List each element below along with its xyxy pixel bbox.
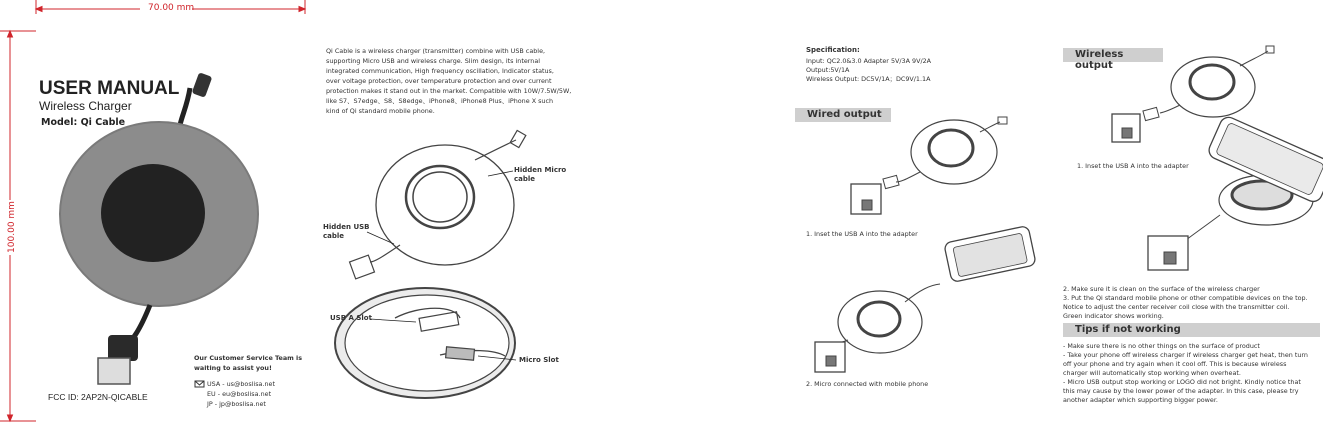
intro-line-4: over voltage protection, over temperature protection and over current [326,77,552,85]
tip-line-3: off your phone and try again when it cool off. This is because wireless [1063,360,1287,368]
intro-line-6: like S7、S7edge、S8、S8edge、iPhone8、iPhone8 Plus、iPhone X such [326,97,554,105]
intro-line-2: supporting Micro USB and wireless charge. Slim design, its internal [326,57,541,65]
spec-input: Input: QC2.0&3.0 Adapter 5V/3A 9V/2A [806,57,932,65]
fcc-id: FCC ID: 2AP2N-QICABLE [48,392,148,402]
hidden-cable-illustration [350,130,526,278]
label-hidden-micro-1: Hidden Micro [514,166,567,174]
wireless-step-2: 2. Make sure it is clean on the surface of the wireless charger [1063,285,1260,293]
contact-jp: JP - jp@boslisa.net [207,400,266,408]
tip-line-2: - Take your phone off wireless charger if wireless charger get heat, then turn [1063,351,1308,359]
service-text-1: Our Customer Service Team is [194,354,303,362]
spec-wireless: Wireless Output: DC5V/1A；DC9V/1.1A [806,75,931,83]
intro-line-3: integrated communication, High frequency oscillation, Indicator status, [326,67,554,75]
spec-output: Output:5V/1A [806,66,850,74]
wired-step-2: 2. Micro connected with mobile phone [806,380,929,388]
width-dimension-label: 70.00 mm [148,3,195,13]
wireless-step-3-note: Notice to adjust the center receiver coil close with the transmitter coil. [1063,303,1290,311]
label-hidden-usb-1: Hidden USB [323,223,370,231]
wired-step-1: 1. Inset the USB A into the adapter [806,230,918,238]
spec-title: Specification: [806,46,860,54]
tip-line-5: - Micro USB output stop working or LOGO did not bright. Kindly notice that [1063,378,1301,386]
tip-line-6: this may cause by the lower power of the adapter. In this case, please try [1063,387,1299,395]
tips-banner: Tips if not working [1063,323,1320,337]
tip-line-1: - Make sure there is no other things on the surface of product [1063,342,1260,350]
label-usb-a-slot: USB A Slot [330,314,372,322]
contact-eu: EU - eu@boslisa.net [207,390,272,398]
intro-line-5: protection makes it stand out in the market. Compatible with 10W/7.5W/5W, [326,87,572,95]
intro-line-7: kind of Qi standard mobile phone. [326,107,435,115]
label-hidden-micro-2: cable [514,175,536,183]
label-hidden-usb-2: cable [323,232,345,240]
cover-title: USER MANUAL [39,78,180,99]
cover-model: Model: Qi Cable [41,117,126,128]
wireless-output-banner: Wireless output [1063,48,1163,62]
wired-output-illustration-2 [815,225,1036,372]
wireless-output-illustration-2 [1148,114,1323,270]
mail-icon [195,381,204,387]
contact-usa: USA - us@boslisa.net [207,380,275,388]
height-dimension-line [0,31,36,421]
wireless-step-3-indicator: Green indicator shows working. [1063,312,1164,320]
intro-line-1: Qi Cable is a wireless charger (transmitter) combine with USB cable, [326,47,546,55]
height-dimension-label: 100.00 mm [6,201,17,253]
wired-output-banner: Wired output [795,108,891,122]
wired-output-illustration-1 [851,117,1007,214]
cover-subtitle: Wireless Charger [39,99,132,113]
wireless-step-1: 1. Inset the USB A into the adapter [1077,162,1189,170]
wireless-step-3: 3. Put the Qi standard mobile phone or other compatible devices on the top. [1063,294,1308,302]
tip-line-7: another adapter which supporting bigger power. [1063,396,1218,404]
label-micro-slot: Micro Slot [519,356,559,364]
tip-line-4: charger will automatically stop working when overheat. [1063,369,1241,377]
service-text-2: waiting to assist you! [194,364,272,372]
